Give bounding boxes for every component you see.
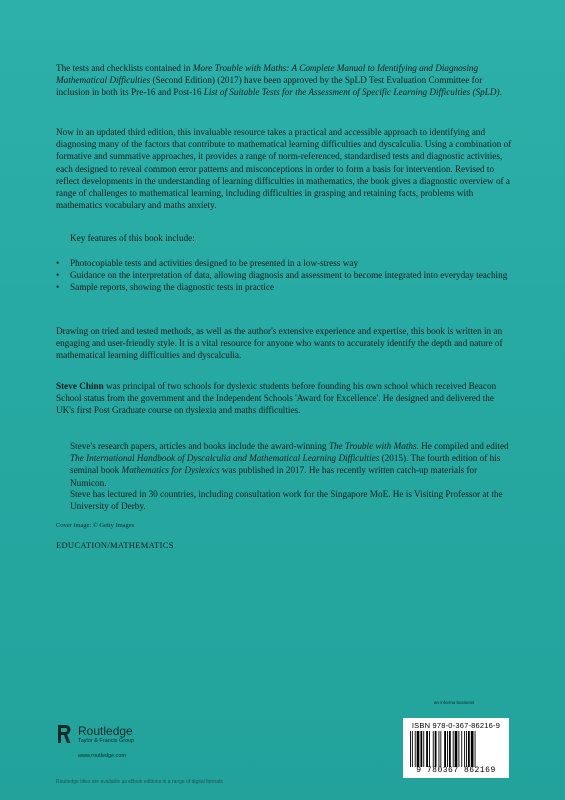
intro-text: . [499,87,502,98]
author-bio-text: (2015). The fourth edition of his seminal book [70,453,501,476]
publisher-url: www.routledge.com [78,753,126,759]
ebook-footnote: Routledge titles are available as eBook editions in a range of digital formats [56,779,223,785]
author-bio-text: was principal of two schools for dyslexic students before founding his own school which received Beacon School status from the government and the Independent Schools 'Award for Excellence'. He designed and delivered the UK's first Post Graduate course on dyslexia and maths difficulties. [56,381,497,416]
intro-text: (Second Edition) (2017) have been approved by the SpLD Test Evaluation Committee for inclusion in both its Pre-16 and Post-16 [56,75,483,98]
routledge-logo-icon [56,723,72,745]
book-title: The Trouble with Maths [328,441,417,451]
feature-item: • Guidance on the interpretation of data, allowing diagnosis and assessment to become integrated into everyday teaching [56,269,512,281]
author-bio-3: Steve has lectured in 30 countries, including consultation work for the Singapore MoE. He is Visiting Professor at the University of Derby. [70,489,503,512]
author-bio-text: . He compiled and edited [416,441,509,451]
feature-item: • Photocopiable tests and activities designed to be presented in a low-stress way [56,257,512,269]
category-label: EDUCATION/MATHEMATICS [56,540,174,550]
book-title: More Trouble with Maths: A Complete Manual to Identifying and Diagnosing Mathematical Difficulties [56,63,479,86]
list-title: List of Suitable Tests for the Assessment of Specific Learning Difficulties (SpLD) [203,87,500,98]
publisher-logo [56,720,186,760]
book-title: Mathematics for Dyslexics [121,465,220,476]
feature-item: • Sample reports, showing the diagnostic tests in practice [56,281,512,293]
author-bio-2 [70,440,510,489]
description-paragraph: Now in an updated third edition, this invaluable resource takes a practical and accessible approach to identifying and diagnosing many of the factors that contribute to mathematical learning difficulties and dyscalculia. Using a combination of formative and summative approaches, it provides a range of norm-referenced, standardised tests and diagnostic activities, each designed to reveal common error patterns and misconceptions in order to form a basis for intervention. Revised to reflect developments in the understanding of learning difficulties in mathematics, the book gives a diagnostic overview of a range of challenges to mathematical learning, including difficulties in grasping and retaining facts, problems with mathematics vocabulary and maths anxiety. [56,127,512,211]
summary-paragraph: Drawing on tried and tested methods, as well as the author's extensive experience and expertise, this book is written in an engaging and user-friendly style. It is a vital resource for anyone who wants to accurately identify the depth and nature of mathematical learning difficulties and dyscalculia. [56,326,503,361]
features-intro: Key features of this book include: [70,233,195,243]
intro-paragraph [56,62,512,99]
isbn-number: ISBN 978-0-367-86216-9 [411,721,501,730]
informa-tagline: an informa business [434,700,475,705]
author-bio-1 [56,380,512,417]
book-title: The International Handbook of Dyscalculia and Mathematical Learning Difficulties [70,453,380,464]
intro-text: The tests and checklists contained in [56,63,193,73]
author-bio-text: was published in 2017. He has recently written catch-up materials for Numicon. [70,465,478,488]
publisher-name: Routledge [78,724,133,738]
barcode-bars-icon [409,731,503,767]
publisher-group: Taylor & Francis Group [78,738,135,744]
barcode-digits: 9 780367 862169 [416,766,496,775]
barcode [403,718,509,778]
author-name: Steve Chinn [56,381,104,391]
cover-credit: Cover image: © Getty Images [56,522,135,529]
features-list [56,257,512,294]
author-bio-text: Steve's research papers, articles and books include the award-winning [70,441,329,451]
